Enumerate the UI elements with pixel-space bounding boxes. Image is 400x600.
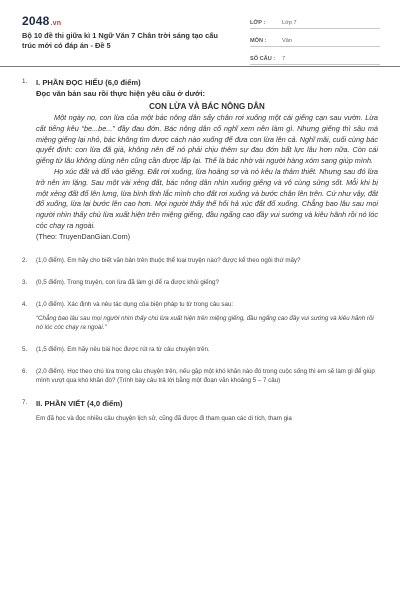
question-number: 5. <box>22 345 28 353</box>
question-number: 1. <box>22 78 28 85</box>
question-3 <box>22 279 378 287</box>
header-divider <box>0 66 400 67</box>
story-text <box>36 113 378 243</box>
meta-value: Văn <box>282 38 292 44</box>
question-4 <box>22 301 378 331</box>
question-number: 2. <box>22 256 28 264</box>
question-text: Em đã học và đọc nhiều câu chuyện lịch sử, cũng đã được đi tham quan các di tích, tham gia <box>36 415 292 422</box>
question-2 <box>22 257 378 265</box>
question-text: (1,0 điểm). Em hãy cho biết văn bản trên thuộc thể loại truyện nào? được kể theo ngôi thứ mấy? <box>36 256 301 264</box>
meta-key: LỚP : <box>250 20 266 26</box>
meta-key: MÔN : <box>250 38 267 44</box>
exam-content <box>22 78 378 423</box>
question-quote: “Chẳng bao lâu sau mọi người nhìn thấy chú lừa xuất hiện trên miệng giếng, đầu ngẩng cao đầy vui sướng và kiêu hãnh rồi nó lóc cóc chạy ra ngoài.” <box>36 314 374 331</box>
question-text: (1,5 điểm). Em hãy nêu bài học được rút ra từ câu chuyện trên. <box>36 345 210 353</box>
document-header <box>0 0 400 62</box>
question-number: 6. <box>22 368 28 376</box>
question-6 <box>22 368 378 385</box>
story-paragraph-1: Một ngày nọ, con lừa của một bác nông dân sẩy chân rơi xuống một cái giếng cạn sau vườn. Lừa cất tiếng kêu “be...be...” đầy đau đớn. Bác nông dân cố nghĩ xem nên làm gì. Nhưng giếng thì sâu mà miệng giếng lại nhỏ, bác không tìm được cách nào xuống để đưa con lừa lên cả. Nghĩ mãi, cuối cùng bác quyết định: con lừa đã già, không nên để nó phải chịu thêm sự đau đớn bất lực lâu hơn nữa. Còn cái giếng từ lâu không dùng nên cũng cần được lấp lại. Thế là bác nhờ vài người hàng xóm sang giúp mình. <box>36 113 378 166</box>
question-text: (2,0 điểm). Học theo chú lừa trong câu chuyện trên, nếu gặp một khó khăn nào đó trong cuộc sống thì em sẽ làm gì để giúp mình vượt qua khó khăn đó? (Trình bày câu trả lời bằng một đoạn văn khoảng 5 – 7 câu) <box>36 368 375 384</box>
question-number: 3. <box>22 278 28 286</box>
meta-row-count <box>250 48 380 65</box>
meta-row-subject <box>250 30 380 47</box>
question-5 <box>22 346 378 354</box>
question-number: 7. <box>22 399 28 406</box>
question-text: (1,0 điểm). Xác định và nêu tác dụng của biện pháp tu từ trong câu sau: <box>36 301 234 309</box>
question-7 <box>22 399 378 423</box>
section-title-reading: I. PHẦN ĐỌC HIỂU (6,0 điểm) <box>36 78 141 87</box>
section-title-writing: II. PHẦN VIẾT (4,0 điểm) <box>36 399 123 408</box>
meta-value: 7 <box>282 56 286 62</box>
story-source: (Theo: TruyenDanGian.Com) <box>36 231 131 241</box>
meta-key: SỐ CÂU : <box>250 56 276 62</box>
document-title: Bộ 10 đề thi giữa kì 1 Ngữ Văn 7 Chân trời sáng tạo cấu trúc mới có đáp án - Đề 5 <box>22 31 218 50</box>
story-title: CON LỪA VÀ BÁC NÔNG DÂN <box>149 102 265 111</box>
story-paragraph-2: Họ xúc đất và đổ vào giếng. Đất rơi xuống, lừa hoảng sợ và nó kêu la thảm thiết. Nhưng sau đó lừa trở nên im lặng. Sau một vài xẻng đất, bác nông dân nhìn xuống giếng và vô cùng sửng sốt. Mỗi khi bị một xẻng đất đổ lên lưng, lừa bình tĩnh lắc mình cho đất rơi xuống và bước chân lên trên. Cứ như vậy, đất đổ xuống, lừa lại bước lên cao hơn. Mọi người thấy thế hối hả xúc đất đổ xuống. Chẳng bao lâu sau mọi người nhìn thấy chú lừa xuất hiện trên miệng giếng, đầu ngẩng cao đầy vui sướng và kiêu hãnh rồi nó lóc cóc chạy ra ngoài. <box>36 166 378 230</box>
meta-value: Lớp 7 <box>282 20 297 26</box>
question-number: 4. <box>22 301 28 309</box>
meta-row-class <box>250 12 380 29</box>
logo-main: 2048 <box>22 14 50 28</box>
question-1 <box>22 78 378 243</box>
question-text: (0,5 điểm). Trong truyện, con lừa đã làm gì để ra được khỏi giếng? <box>36 278 219 286</box>
document-meta <box>250 12 380 66</box>
reading-instruction: Đọc văn bản sau rồi thực hiện yêu cầu ở dưới: <box>36 89 206 98</box>
site-logo[interactable] <box>22 14 61 28</box>
logo-suffix: .vn <box>50 20 62 27</box>
